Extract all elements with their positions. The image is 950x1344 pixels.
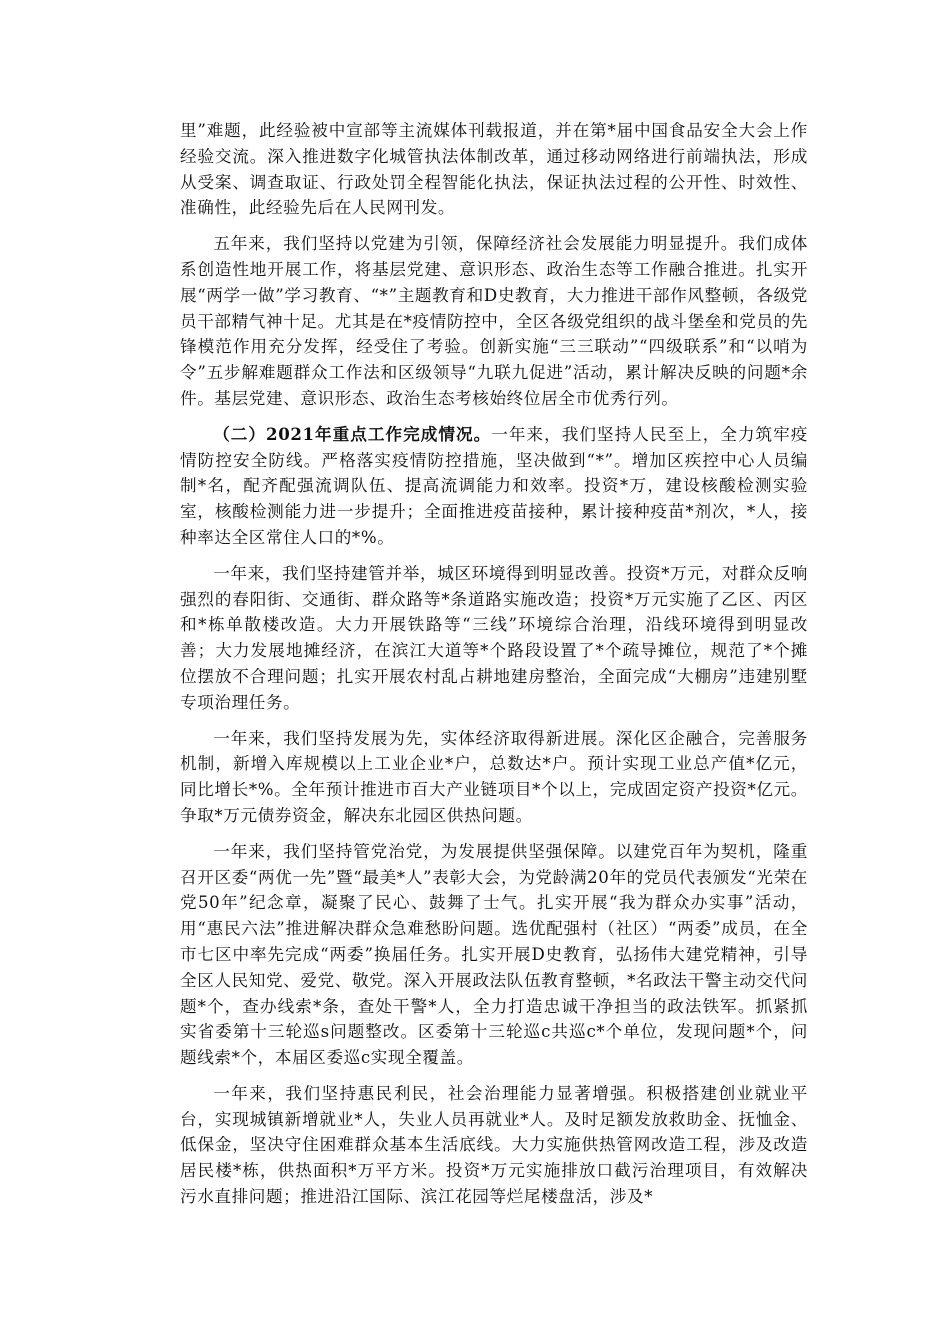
paragraph-7 bbox=[180, 1081, 808, 1210]
section-heading: （二）2021年重点工作完成情况。 bbox=[213, 423, 492, 444]
paragraph-text: 一年来，我们坚持人民至上，全力筑牢疫情防控安全防线。严格落实疫情防控措施，坚决做到“*”。增加区疾控中心人员编制*名，配齐配强流调队伍、提高流调能力和效率。投资*万，建设核酸检测实验室，核酸检测能力进一步提升；全面推进疫苗接种，累计接种疫苗*剂次，*人，接种率达全区常住人口的*%。 bbox=[180, 424, 808, 547]
paragraph-2 bbox=[180, 231, 808, 412]
paragraph-text: 一年来，我们坚持建管并举，城区环境得到明显改善。投资*万元，对群众反响强烈的春阳街、交通街、群众路等*条道路实施改造；投资*万元实施了乙区、丙区和*栋单散楼改造。大力开展铁路等“三线”环境综合治理，沿线环境得到明显改善；大力发展地摊经济，在滨江大道等*个路段设置了*个疏导摊位，规范了*个摊位摆放不合理问题；扎实开展农村乱占耕地建房整治，全面完成“大棚房”违建别墅专项治理任务。 bbox=[180, 563, 808, 712]
paragraph-5 bbox=[180, 726, 808, 829]
paragraph-text: 一年来，我们坚持惠民利民，社会治理能力显著增强。积极搭建创业就业平台，实现城镇新增就业*人，失业人员再就业*人。及时足额发放救助金、抚恤金、低保金，坚决守住困难群众基本生活底线。大力实施供热管网改造工程，涉及改造居民楼*栋，供热面积*万平方米。投资*万元实施排放口截污治理项目，有效解决污水直排问题；推进沿江国际、滨江花园等烂尾楼盘活，涉及* bbox=[180, 1083, 808, 1207]
paragraph-text: 五年来，我们坚持以党建为引领，保障经济社会发展能力明显提升。我们成体系创造性地开展工作，将基层党建、意识形态、政治生态等工作融合推进。扎实开展“两学一做”学习教育、“*”主题教育和D史教育，大力推进干部作风整顿，各级党员干部精气神十足。尤其是在*疫情防控中，全区各级党组织的战斗堡垒和党员的先锋模范作用充分发挥，经受住了考验。创新实施“三三联动”“四级联系”和“以哨为令”五步解难题群众工作法和区级领导“九联九促进”活动，累计解决反映的问题*余件。基层党建、意识形态、政治生态考核始终位居全市优秀行列。 bbox=[180, 234, 808, 408]
paragraph-text: 一年来，我们坚持管党治党，为发展提供坚强保障。以建党百年为契机，隆重召开区委“两优一先”暨“最美*人”表彰大会，为党龄满20年的党员代表颁发“光荣在党50年”纪念章，凝聚了民心、鼓舞了士气。扎实开展“我为群众办实事”活动，用“惠民六法”推进解决群众急难愁盼问题。选优配强村（社区）“两委”成员，在全市七区中率先完成“两委”换届任务。扎实开展D史教育，弘扬伟大建党精神，引导全区人民知党、爱党、敬党。深入开展政法队伍教育整顿，*名政法干警主动交代问题*个，查办线索*条，查处干警*人，全力打造忠诚干净担当的政法铁军。抓紧抓实省委第十三轮巡s问题整改。区委第十三轮巡c共巡c*个单位，发现问题*个，问题线索*个，本届区委巡c实现全覆盖。 bbox=[180, 841, 808, 1068]
paragraph-text: 里”难题，此经验被中宣部等主流媒体刊载报道，并在第*届中国食品安全大会上作经验交流。深入推进数字化城管执法体制改革，通过移动网络进行前端执法，形成从受案、调查取证、行政处罚全程智能化执法，保证执法过程的公开性、时效性、准确性，此经验先后在人民网刊发。 bbox=[180, 121, 808, 218]
paragraph-text: 一年来，我们坚持发展为先，实体经济取得新进展。深化区企融合，完善服务机制，新增入库规模以上工业企业*户，总数达*户。预计实现工业总产值*亿元，同比增长*%。全年预计推进市百大产业链项目*个以上，完成固定资产投资*亿元。争取*万元债券资金，解决东北园区供热问题。 bbox=[180, 728, 808, 825]
paragraph-1 bbox=[180, 118, 808, 221]
paragraph-4 bbox=[180, 561, 808, 716]
paragraph-6 bbox=[180, 839, 808, 1071]
paragraph-3 bbox=[180, 422, 808, 551]
document-body bbox=[180, 118, 808, 1220]
